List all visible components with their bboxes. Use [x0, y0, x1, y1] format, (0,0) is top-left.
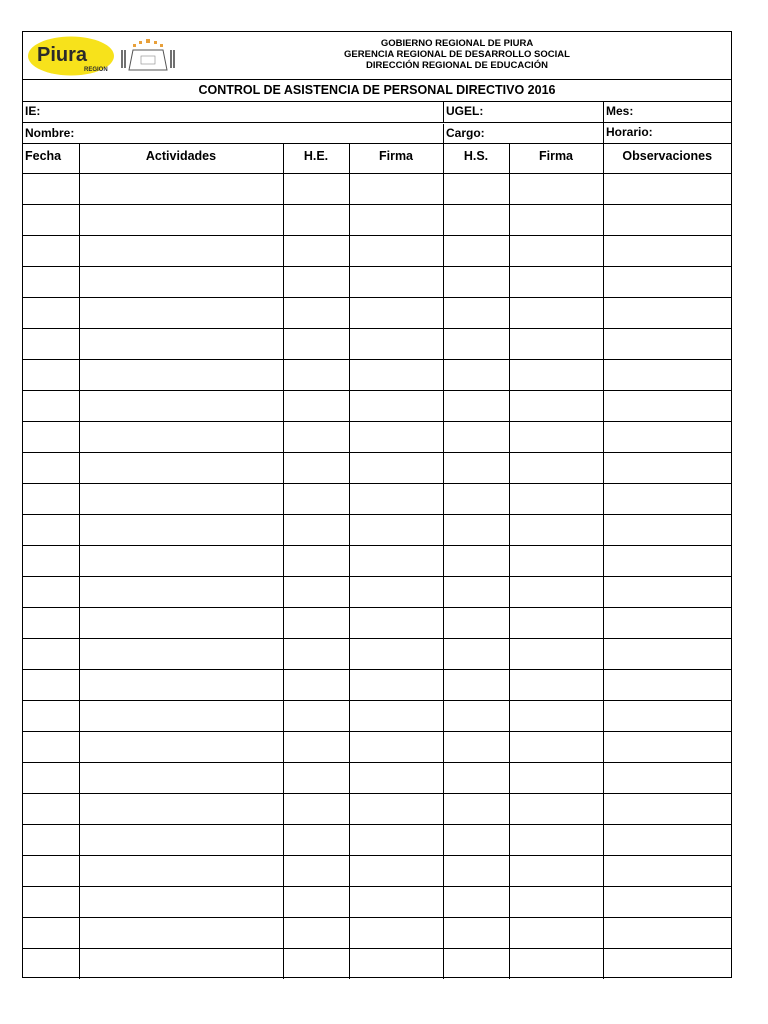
cell-he[interactable] [283, 731, 349, 762]
cell-firma-exit[interactable] [509, 266, 603, 297]
cell-actividades[interactable] [79, 824, 283, 855]
cell-fecha[interactable] [23, 545, 79, 576]
cell-hs[interactable] [443, 514, 509, 545]
cell-observaciones[interactable] [603, 669, 731, 700]
cell-observaciones[interactable] [603, 421, 731, 452]
table-row [23, 204, 731, 235]
cell-he[interactable] [283, 266, 349, 297]
col-he: H.E. [283, 144, 349, 173]
cell-firma-exit[interactable] [509, 576, 603, 607]
cell-actividades[interactable] [79, 266, 283, 297]
cell-fecha[interactable] [23, 948, 79, 979]
cell-actividades[interactable] [79, 390, 283, 421]
mes-field[interactable]: Mes: [603, 102, 731, 122]
table-row [23, 669, 731, 700]
horario-field[interactable]: Horario: [603, 123, 731, 143]
table-row [23, 607, 731, 638]
cell-fecha[interactable] [23, 731, 79, 762]
cell-firma-entry[interactable] [349, 297, 443, 328]
cell-fecha[interactable] [23, 886, 79, 917]
cell-actividades[interactable] [79, 421, 283, 452]
cell-actividades[interactable] [79, 917, 283, 948]
cell-he[interactable] [283, 545, 349, 576]
organization-heading [183, 38, 731, 71]
cell-fecha[interactable] [23, 235, 79, 266]
cell-fecha[interactable] [23, 204, 79, 235]
cell-observaciones[interactable] [603, 545, 731, 576]
cell-firma-entry[interactable] [349, 731, 443, 762]
table-row [23, 545, 731, 576]
col-firma-entry: Firma [349, 144, 443, 173]
cell-fecha[interactable] [23, 266, 79, 297]
org-line-management: GERENCIA REGIONAL DE DESARROLLO SOCIAL [344, 49, 570, 60]
cell-actividades[interactable] [79, 886, 283, 917]
table-row [23, 917, 731, 948]
cell-actividades[interactable] [79, 545, 283, 576]
cell-he[interactable] [283, 700, 349, 731]
cell-he[interactable] [283, 607, 349, 638]
cell-hs[interactable] [443, 886, 509, 917]
cell-he[interactable] [283, 421, 349, 452]
form-title: CONTROL DE ASISTENCIA DE PERSONAL DIRECTIVO 2016 [23, 80, 731, 102]
table-body [23, 173, 731, 979]
cell-fecha[interactable] [23, 483, 79, 514]
cell-hs[interactable] [443, 266, 509, 297]
cell-firma-exit[interactable] [509, 762, 603, 793]
nombre-field[interactable]: Nombre: [25, 126, 75, 140]
cell-fecha[interactable] [23, 700, 79, 731]
table-row [23, 731, 731, 762]
cell-firma-entry[interactable] [349, 483, 443, 514]
cell-he[interactable] [283, 514, 349, 545]
cell-actividades[interactable] [79, 204, 283, 235]
table-row [23, 855, 731, 886]
col-actividades: Actividades [79, 144, 283, 173]
cell-observaciones[interactable] [603, 855, 731, 886]
table-row [23, 793, 731, 824]
cell-hs[interactable] [443, 576, 509, 607]
cell-firma-exit[interactable] [509, 948, 603, 979]
cell-fecha[interactable] [23, 638, 79, 669]
cell-firma-entry[interactable] [349, 793, 443, 824]
cell-he[interactable] [283, 173, 349, 204]
cell-hs[interactable] [443, 669, 509, 700]
cell-observaciones[interactable] [603, 204, 731, 235]
cell-firma-entry[interactable] [349, 452, 443, 483]
cell-firma-exit[interactable] [509, 638, 603, 669]
table-row [23, 235, 731, 266]
cargo-field[interactable]: Cargo: [443, 124, 603, 144]
cell-hs[interactable] [443, 421, 509, 452]
cell-fecha[interactable] [23, 173, 79, 204]
cell-he[interactable] [283, 638, 349, 669]
table-header-row [23, 144, 731, 173]
attendance-table [23, 144, 731, 979]
cell-he[interactable] [283, 824, 349, 855]
cell-he[interactable] [283, 390, 349, 421]
cell-firma-exit[interactable] [509, 173, 603, 204]
cell-firma-entry[interactable] [349, 917, 443, 948]
cell-firma-entry[interactable] [349, 638, 443, 669]
cell-firma-entry[interactable] [349, 855, 443, 886]
cell-firma-entry[interactable] [349, 173, 443, 204]
cell-firma-entry[interactable] [349, 359, 443, 390]
cell-firma-entry[interactable] [349, 545, 443, 576]
cell-hs[interactable] [443, 638, 509, 669]
cell-fecha[interactable] [23, 359, 79, 390]
cell-fecha[interactable] [23, 762, 79, 793]
cell-observaciones[interactable] [603, 638, 731, 669]
info-row-ie [23, 102, 731, 123]
table-row [23, 266, 731, 297]
cell-firma-exit[interactable] [509, 390, 603, 421]
form-header [23, 32, 731, 80]
cell-he[interactable] [283, 669, 349, 700]
cell-he[interactable] [283, 917, 349, 948]
education-seal-icon [119, 38, 177, 74]
table-row [23, 638, 731, 669]
cell-hs[interactable] [443, 917, 509, 948]
cell-fecha[interactable] [23, 607, 79, 638]
cell-observaciones[interactable] [603, 328, 731, 359]
cell-firma-entry[interactable] [349, 948, 443, 979]
cell-observaciones[interactable] [603, 886, 731, 917]
cell-actividades[interactable] [79, 638, 283, 669]
logo-subtext: REGION [84, 67, 108, 73]
cell-actividades[interactable] [79, 359, 283, 390]
cell-he[interactable] [283, 793, 349, 824]
table-row [23, 700, 731, 731]
cell-observaciones[interactable] [603, 359, 731, 390]
cell-firma-exit[interactable] [509, 452, 603, 483]
cell-hs[interactable] [443, 700, 509, 731]
cell-hs[interactable] [443, 390, 509, 421]
attendance-form [22, 31, 732, 978]
cell-firma-exit[interactable] [509, 731, 603, 762]
table-row [23, 483, 731, 514]
cell-actividades[interactable] [79, 452, 283, 483]
cell-actividades[interactable] [79, 483, 283, 514]
cell-firma-entry[interactable] [349, 235, 443, 266]
piura-region-logo [27, 36, 115, 76]
cell-hs[interactable] [443, 483, 509, 514]
table-row [23, 762, 731, 793]
cell-firma-exit[interactable] [509, 483, 603, 514]
cell-fecha[interactable] [23, 793, 79, 824]
cell-firma-exit[interactable] [509, 793, 603, 824]
cell-fecha[interactable] [23, 452, 79, 483]
col-fecha: Fecha [23, 144, 79, 173]
col-hs: H.S. [443, 144, 509, 173]
cell-hs[interactable] [443, 948, 509, 979]
cell-firma-exit[interactable] [509, 917, 603, 948]
cell-firma-entry[interactable] [349, 762, 443, 793]
table-row [23, 886, 731, 917]
cell-firma-exit[interactable] [509, 700, 603, 731]
cell-firma-entry[interactable] [349, 576, 443, 607]
cell-fecha[interactable] [23, 824, 79, 855]
cell-observaciones[interactable] [603, 173, 731, 204]
cell-hs[interactable] [443, 731, 509, 762]
org-line-education: DIRECCIÓN REGIONAL DE EDUCACIÓN [366, 60, 548, 71]
cell-he[interactable] [283, 328, 349, 359]
cell-firma-exit[interactable] [509, 235, 603, 266]
cell-actividades[interactable] [79, 173, 283, 204]
ugel-field[interactable]: UGEL: [443, 102, 603, 122]
cell-he[interactable] [283, 204, 349, 235]
cell-firma-entry[interactable] [349, 514, 443, 545]
cell-observaciones[interactable] [603, 607, 731, 638]
table-row [23, 173, 731, 204]
cell-observaciones[interactable] [603, 917, 731, 948]
cell-fecha[interactable] [23, 421, 79, 452]
cell-he[interactable] [283, 483, 349, 514]
cell-firma-entry[interactable] [349, 886, 443, 917]
cell-hs[interactable] [443, 824, 509, 855]
cell-hs[interactable] [443, 328, 509, 359]
cell-observaciones[interactable] [603, 297, 731, 328]
cell-firma-entry[interactable] [349, 824, 443, 855]
cell-firma-entry[interactable] [349, 607, 443, 638]
cell-firma-exit[interactable] [509, 855, 603, 886]
cell-actividades[interactable] [79, 700, 283, 731]
cell-he[interactable] [283, 297, 349, 328]
cell-actividades[interactable] [79, 948, 283, 979]
cell-observaciones[interactable] [603, 514, 731, 545]
table-row [23, 576, 731, 607]
cell-he[interactable] [283, 235, 349, 266]
cell-firma-exit[interactable] [509, 421, 603, 452]
cell-hs[interactable] [443, 793, 509, 824]
cell-actividades[interactable] [79, 514, 283, 545]
cell-observaciones[interactable] [603, 824, 731, 855]
cell-observaciones[interactable] [603, 452, 731, 483]
cell-he[interactable] [283, 762, 349, 793]
cell-hs[interactable] [443, 235, 509, 266]
table-row [23, 948, 731, 979]
col-firma-exit: Firma [509, 144, 603, 173]
cell-fecha[interactable] [23, 390, 79, 421]
table-row [23, 359, 731, 390]
cell-hs[interactable] [443, 173, 509, 204]
cell-fecha[interactable] [23, 917, 79, 948]
cell-observaciones[interactable] [603, 700, 731, 731]
cell-observaciones[interactable] [603, 235, 731, 266]
cell-he[interactable] [283, 359, 349, 390]
cell-actividades[interactable] [79, 328, 283, 359]
cell-firma-exit[interactable] [509, 328, 603, 359]
cell-observaciones[interactable] [603, 483, 731, 514]
table-row [23, 328, 731, 359]
table-row [23, 421, 731, 452]
cell-observaciones[interactable] [603, 762, 731, 793]
cell-firma-exit[interactable] [509, 669, 603, 700]
cell-actividades[interactable] [79, 762, 283, 793]
ie-field[interactable]: IE: [25, 104, 41, 118]
cell-firma-exit[interactable] [509, 607, 603, 638]
cell-observaciones[interactable] [603, 948, 731, 979]
cell-he[interactable] [283, 855, 349, 886]
cell-firma-exit[interactable] [509, 359, 603, 390]
cell-hs[interactable] [443, 607, 509, 638]
cell-he[interactable] [283, 576, 349, 607]
cell-actividades[interactable] [79, 576, 283, 607]
cell-fecha[interactable] [23, 576, 79, 607]
cell-firma-exit[interactable] [509, 886, 603, 917]
cell-actividades[interactable] [79, 855, 283, 886]
cell-fecha[interactable] [23, 514, 79, 545]
cell-observaciones[interactable] [603, 390, 731, 421]
cell-he[interactable] [283, 886, 349, 917]
cell-he[interactable] [283, 452, 349, 483]
table-row [23, 824, 731, 855]
table-row [23, 452, 731, 483]
info-row-nombre [23, 123, 731, 144]
table-row [23, 297, 731, 328]
cell-actividades[interactable] [79, 731, 283, 762]
table-row [23, 514, 731, 545]
cell-observaciones[interactable] [603, 266, 731, 297]
cell-hs[interactable] [443, 762, 509, 793]
cell-hs[interactable] [443, 855, 509, 886]
cell-firma-entry[interactable] [349, 328, 443, 359]
cell-fecha[interactable] [23, 328, 79, 359]
cell-hs[interactable] [443, 204, 509, 235]
cell-firma-entry[interactable] [349, 266, 443, 297]
cell-firma-exit[interactable] [509, 297, 603, 328]
cell-firma-exit[interactable] [509, 824, 603, 855]
cell-fecha[interactable] [23, 297, 79, 328]
cell-actividades[interactable] [79, 669, 283, 700]
org-line-government: GOBIERNO REGIONAL DE PIURA [380, 38, 534, 49]
cell-firma-entry[interactable] [349, 669, 443, 700]
cell-hs[interactable] [443, 359, 509, 390]
cell-actividades[interactable] [79, 297, 283, 328]
cell-hs[interactable] [443, 545, 509, 576]
cell-firma-entry[interactable] [349, 421, 443, 452]
cell-firma-exit[interactable] [509, 204, 603, 235]
cell-firma-exit[interactable] [509, 514, 603, 545]
logo-text: Piura [37, 44, 88, 66]
cell-actividades[interactable] [79, 235, 283, 266]
cell-firma-exit[interactable] [509, 545, 603, 576]
cell-observaciones[interactable] [603, 793, 731, 824]
cell-hs[interactable] [443, 452, 509, 483]
col-observaciones: Observaciones [603, 144, 731, 173]
cell-hs[interactable] [443, 297, 509, 328]
cell-firma-entry[interactable] [349, 700, 443, 731]
table-row [23, 390, 731, 421]
cell-firma-entry[interactable] [349, 390, 443, 421]
cell-actividades[interactable] [79, 607, 283, 638]
cell-actividades[interactable] [79, 793, 283, 824]
cell-fecha[interactable] [23, 855, 79, 886]
cell-observaciones[interactable] [603, 576, 731, 607]
cell-fecha[interactable] [23, 669, 79, 700]
cell-firma-entry[interactable] [349, 204, 443, 235]
cell-he[interactable] [283, 948, 349, 979]
cell-observaciones[interactable] [603, 731, 731, 762]
